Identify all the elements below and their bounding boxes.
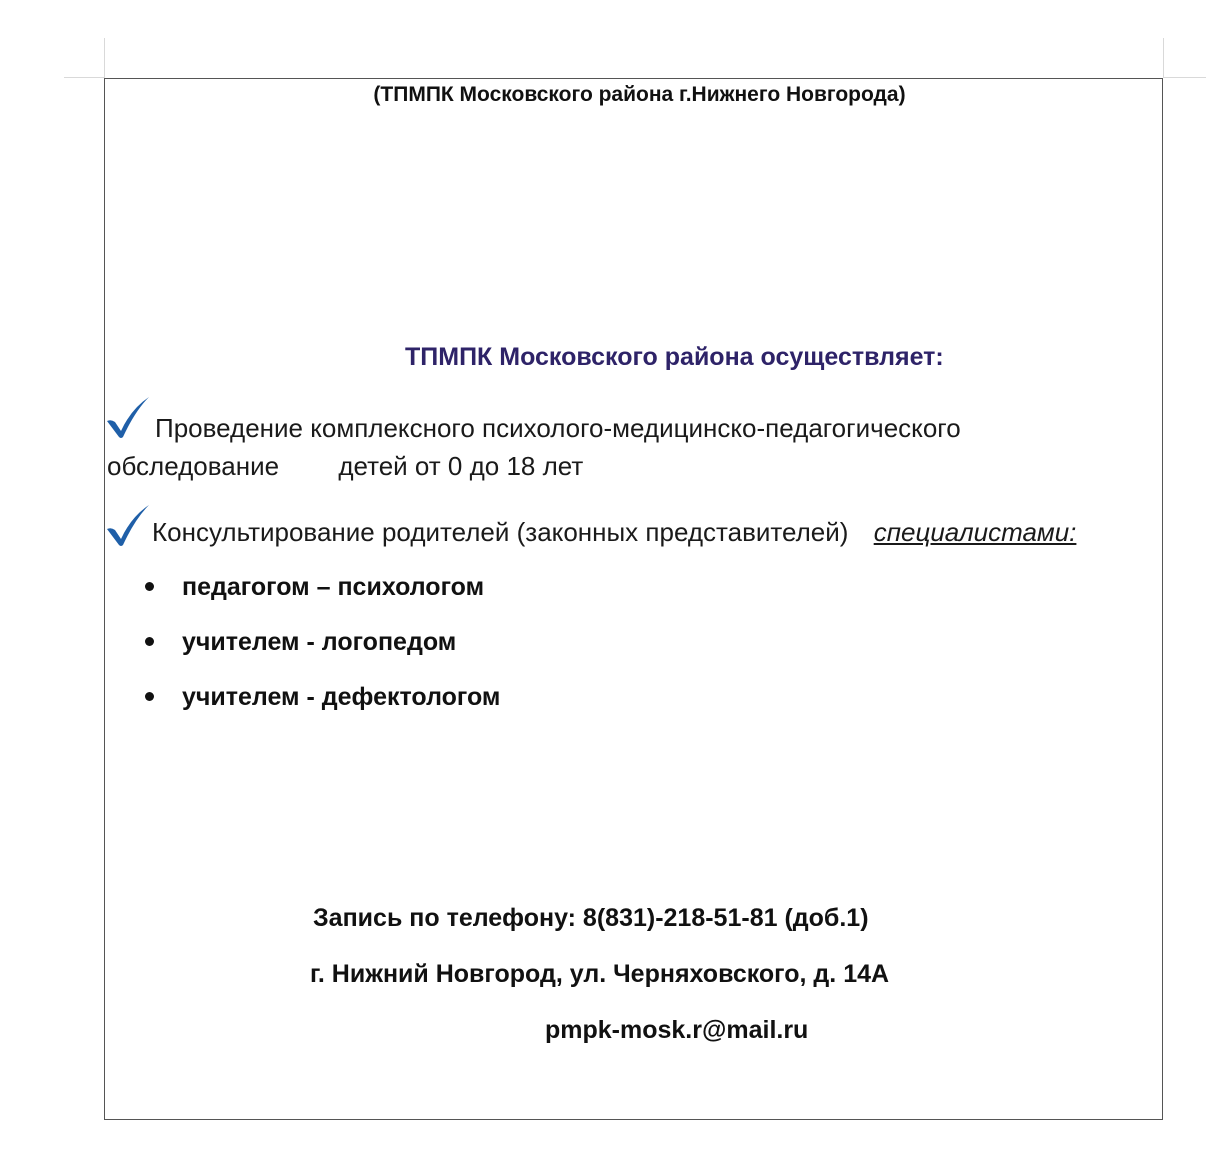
bullet-icon [145,692,154,701]
list-item [145,628,456,657]
page-guide-left [104,38,105,78]
specialist-label: педагогом – психологом [182,573,485,601]
service-examination-ages: детей от 0 до 18 лет [338,451,584,481]
list-item [145,573,484,602]
contact-address: г. Нижний Новгород, ул. Черняховского, д. 14А [310,960,890,988]
page-guide-right-horizontal [1164,77,1206,78]
service-examination-word: обследование [107,451,280,481]
page-guide-left-horizontal [64,77,104,78]
checkmark-icon [105,395,151,441]
bullet-icon [145,582,154,591]
service-item-consultation [152,517,1076,548]
service-consultation-emphasis: специалистами: [873,517,1077,547]
page-guide-right [1163,38,1164,78]
specialist-label: учителем - дефектологом [182,683,501,711]
document-page [104,78,1163,1120]
contact-email: pmpk-mosk.r@mail.ru [545,1016,809,1044]
contact-phone: Запись по телефону: 8(831)-218-51-81 (доб.1) [313,904,869,932]
specialist-label: учителем - логопедом [182,628,457,656]
service-consultation-text: Консультирование родителей (законных представителей) [152,517,849,547]
document-header: (ТПМПК Московского района г.Нижнего Новгорода) [373,83,906,106]
service-item-examination-continued [107,451,583,482]
service-item-examination [155,413,961,444]
intro-heading: ТПМПК Московского района осуществляет: [405,343,944,371]
service-examination-line1: Проведение комплексного психолого-медицинско-педагогического [155,413,961,443]
checkmark-icon [105,503,151,549]
bullet-icon [145,637,154,646]
list-item [145,683,500,712]
